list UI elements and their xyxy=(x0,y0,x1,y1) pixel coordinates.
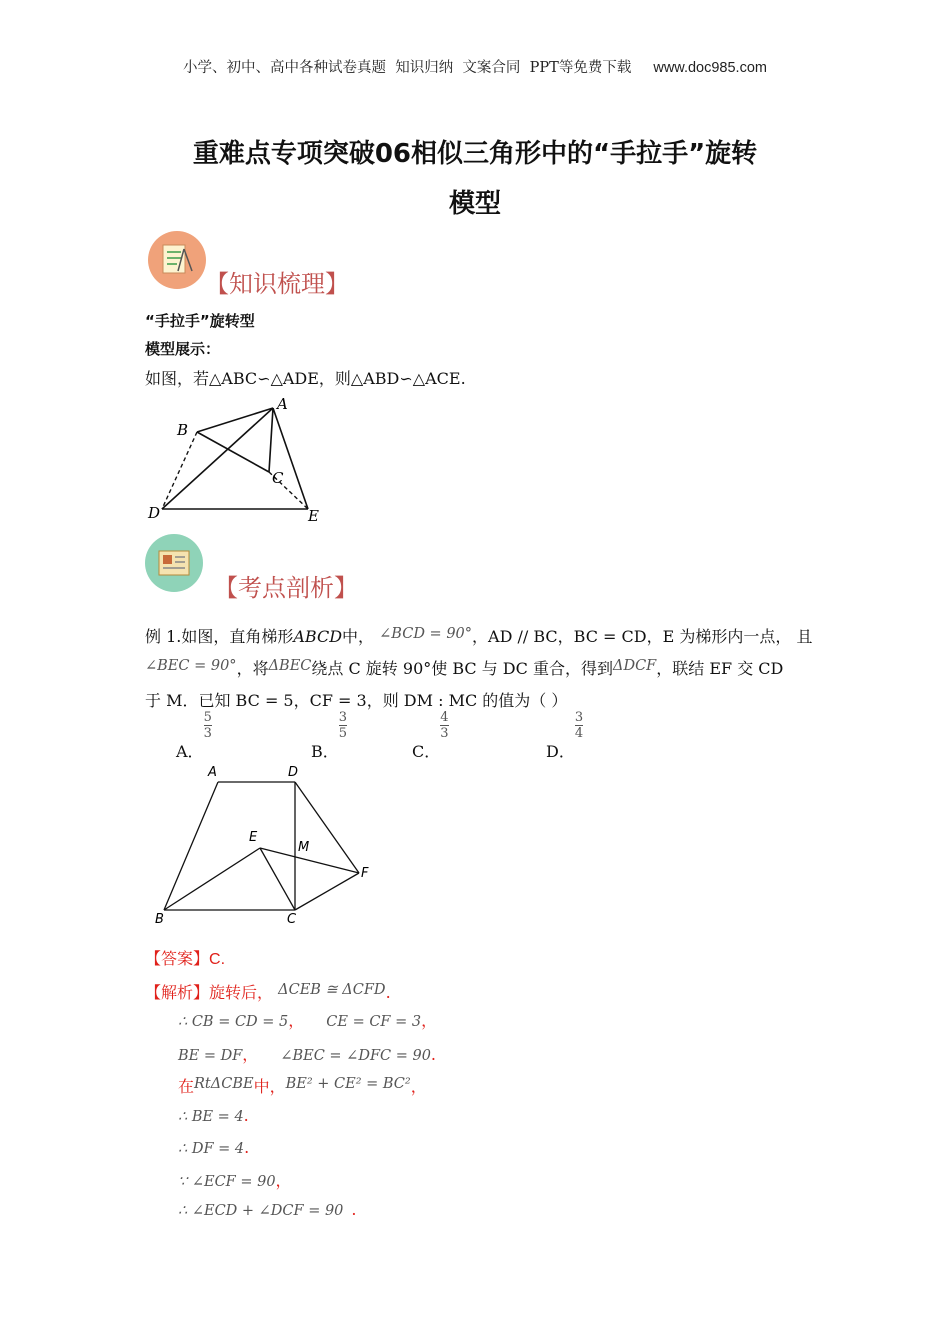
fig2-label-E: E xyxy=(249,830,258,845)
knowledge-section-icon xyxy=(148,231,206,293)
fig2-label-M: M xyxy=(298,840,310,855)
step5-math: ∴ DF = 4 xyxy=(178,1141,245,1157)
analysis-intro-math: ΔCEB ≅ ΔCFD xyxy=(278,982,386,998)
choice-B[interactable] xyxy=(311,710,348,761)
choice-A-num: 5 xyxy=(203,710,212,725)
fig1-label-C: C xyxy=(272,469,284,487)
example-line2-b: 绕点 C 旋转 90°使 BC 与 DC 重合，得到 xyxy=(311,659,613,678)
choice-C-fraction xyxy=(440,710,448,741)
fig1-label-D: D xyxy=(148,504,161,522)
analysis-intro-end: . xyxy=(385,983,391,1002)
fig1-label-B: B xyxy=(177,421,189,439)
analysis-step-7 xyxy=(178,1200,357,1219)
step2-math2: ∠BEC = ∠DFC = 90 xyxy=(280,1048,431,1064)
example-line3: 于 M．已知 BC = 5，CF = 3，则 DM : MC 的值为（ ） xyxy=(145,691,568,710)
segment-AB xyxy=(164,782,218,910)
example-line1-d: ，AD // BC，BC = CD，E 为梯形内一点， 且 xyxy=(472,627,813,646)
choice-A-den: 3 xyxy=(203,726,212,741)
fig1-label-A: A xyxy=(277,395,288,413)
step1-end: ， xyxy=(421,1011,438,1030)
example-line1-c: 中， xyxy=(342,627,375,646)
choice-B-fraction xyxy=(339,710,347,741)
segment-AE xyxy=(273,408,308,509)
analysis-tag: 【解析】 xyxy=(145,983,210,1002)
fig2-label-A: A xyxy=(208,765,217,780)
fig2-label-F: F xyxy=(361,866,369,881)
analysis-intro-text: 旋转后， xyxy=(209,983,274,1002)
example-line2-math3: ΔDCF xyxy=(612,658,657,674)
step5-end: . xyxy=(244,1138,250,1157)
example-line2-c: ，联结 EF 交 CD xyxy=(656,659,784,678)
step3-end: ， xyxy=(410,1077,427,1096)
step3-mid: 中， xyxy=(253,1077,286,1096)
choice-C-den: 3 xyxy=(440,726,449,741)
choice-A[interactable] xyxy=(176,710,212,761)
analysis-step-2 xyxy=(178,1042,436,1065)
example-line1-a: 例 1.如图，直角梯形 xyxy=(145,627,294,646)
step4-math: ∴ BE = 4 xyxy=(178,1109,244,1125)
section-title-analysis: 【考点剖析】 xyxy=(214,574,358,602)
model-label: 模型展示： xyxy=(145,340,221,358)
example-line2 xyxy=(145,656,783,679)
step7-math: ∴ ∠ECD + ∠DCF = 90 xyxy=(178,1203,344,1219)
fig1-label-E: E xyxy=(308,507,319,525)
analysis-step-6 xyxy=(178,1168,292,1191)
example-line2-math1: ∠BEC = 90° xyxy=(145,658,237,674)
choice-A-label: A． xyxy=(176,742,204,761)
choice-B-den: 5 xyxy=(338,726,348,741)
segment-EC xyxy=(260,848,295,910)
analysis-section-icon xyxy=(145,534,203,596)
fig2-label-D: D xyxy=(288,765,299,780)
segment-BD-dashed xyxy=(162,432,197,509)
example-line1-b: ABCD xyxy=(293,627,343,646)
model-statement: 如图，若△ABC∽△ADE，则△ABD∽△ACE. xyxy=(145,369,466,388)
example-line2-math2: ΔBEC xyxy=(268,658,312,674)
answer-line xyxy=(145,946,225,969)
analysis-step-3 xyxy=(178,1074,427,1097)
choice-D[interactable] xyxy=(546,710,584,761)
example-line1-math: ∠BCD = 90° xyxy=(379,626,473,642)
choice-D-num: 3 xyxy=(574,710,584,725)
choice-B-label: B． xyxy=(311,742,339,761)
choice-A-fraction xyxy=(204,710,212,741)
step2-math: BE = DF xyxy=(178,1048,243,1064)
step4-end: . xyxy=(243,1106,249,1125)
choice-D-label: D． xyxy=(546,742,575,761)
step1-math2: CE = CF = 3 xyxy=(326,1014,422,1030)
example-line1 xyxy=(145,624,812,647)
fig2-label-B: B xyxy=(155,912,164,927)
segment-BE xyxy=(164,848,260,910)
page-title-line1: 重难点专项突破06相似三角形中的“手拉手”旋转 xyxy=(192,139,758,169)
header-text: 小学、初中、高中各种试卷真题 知识归纳 文案合同 PPT等免费下载 xyxy=(183,60,632,76)
analysis-step-5 xyxy=(178,1138,249,1157)
step7-end: . xyxy=(351,1200,357,1219)
segment-AC xyxy=(269,408,273,472)
step6-end: ， xyxy=(275,1171,292,1190)
fig2-label-C: C xyxy=(287,912,297,927)
figure-hand-in-hand xyxy=(140,390,340,530)
step3-math2: BE² + CE² = BC² xyxy=(285,1076,411,1092)
choice-D-fraction xyxy=(575,710,583,741)
analysis-step-1 xyxy=(178,1008,437,1031)
step3-pre: 在 xyxy=(178,1077,195,1096)
segment-BA xyxy=(197,408,273,432)
model-subtitle: “手拉手”旋转型 xyxy=(145,312,255,330)
example-line2-a: ，将 xyxy=(236,659,269,678)
analysis-intro xyxy=(145,980,391,1003)
section-title-knowledge: 【知识梳理】 xyxy=(205,270,349,298)
step6-math: ∵ ∠ECF = 90 xyxy=(178,1174,276,1190)
page-header xyxy=(0,56,950,77)
step1-math: ∴ CB = CD = 5 xyxy=(178,1014,289,1030)
choice-B-num: 3 xyxy=(338,710,348,725)
step1-sep: ， xyxy=(288,1011,305,1030)
answer-tag: 【答案】 xyxy=(145,949,210,968)
choice-C-label: C． xyxy=(412,742,441,761)
segment-FC xyxy=(295,873,359,910)
choice-C-num: 4 xyxy=(440,710,449,725)
page-title-line2: 模型 xyxy=(448,189,501,219)
choice-D-den: 4 xyxy=(574,726,584,741)
step2-end: . xyxy=(430,1045,437,1064)
step2-sep: ， xyxy=(242,1045,259,1064)
choice-C[interactable] xyxy=(412,710,449,761)
analysis-step-4 xyxy=(178,1106,249,1125)
step3-math: RtΔCBE xyxy=(194,1076,254,1092)
header-site: www.doc985.com xyxy=(653,60,767,76)
answer-value: C. xyxy=(209,951,226,968)
segment-BC xyxy=(197,432,269,472)
figure-trapezoid xyxy=(145,760,385,930)
